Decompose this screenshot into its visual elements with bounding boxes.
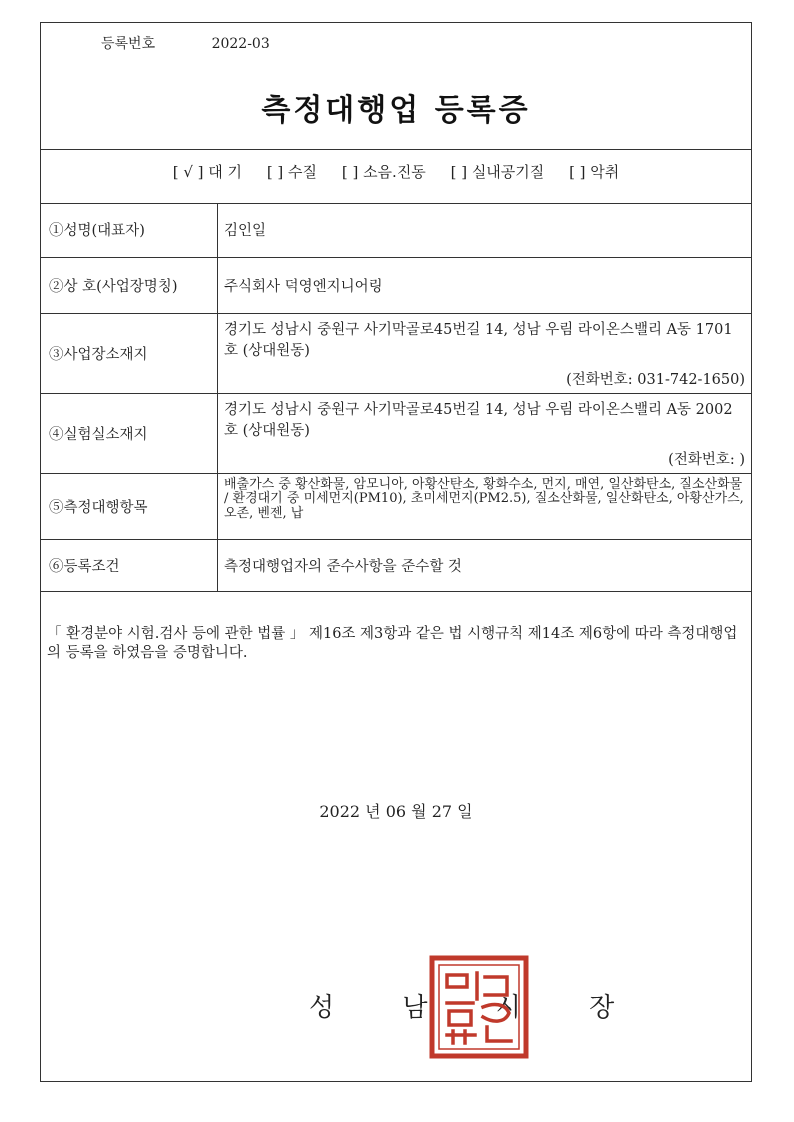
lab-address-key: ④실험실소재지 [41, 393, 218, 473]
business-address-value: 경기도 성남시 중원구 사기막골로45번길 14, 성남 우림 라이온스밸리 A동 1701호 (상대원동) [224, 321, 733, 359]
items-key: ⑤측정대행항목 [41, 473, 218, 539]
divider [41, 591, 751, 592]
company-value: 주식회사 덕영엔지니어링 [218, 257, 752, 313]
registration-label: 등록번호 [101, 36, 156, 52]
type-air: [ √ ] 대 기 [172, 163, 243, 181]
name-value: 김인일 [224, 223, 267, 240]
certification-statement: 「 환경분야 시험.검사 등에 관한 법률 」 제16조 제3항과 같은 법 시행규칙 제14조 제6항에 따라 측정대행업의 등록을 하였음을 증명합니다. [47, 626, 738, 661]
issue-date: 2022 년 06 월 27 일 [319, 802, 473, 821]
items-value: 배출가스 중 황산화물, 암모니아, 아황산탄소, 황화수소, 먼지, 매연, 일산화탄소, 질소산화물 / 환경대기 중 미세먼지(PM10), 초미세먼지(PM2.5), 질소산화물, 일산화탄소, 아황산가스, 오존, 벤젠, 납 [218, 473, 752, 539]
business-address-cell [218, 313, 752, 393]
type-indoor-air: [ ] 실내공기질 [450, 163, 545, 181]
table-row [41, 257, 751, 313]
certificate-frame [40, 22, 752, 1082]
type-noise: [ ] 소음.진동 [341, 163, 426, 181]
table-row [41, 473, 751, 539]
registration-info-table [41, 203, 751, 591]
company-key: ②상 호(사업장명칭) [41, 257, 218, 313]
registration-number [101, 33, 270, 53]
table-row [41, 539, 751, 591]
business-address-key: ③사업장소재지 [41, 313, 218, 393]
conditions-value: 측정대행업자의 준수사항을 준수할 것 [218, 539, 752, 591]
lab-address-cell [218, 393, 752, 473]
table-row [41, 203, 751, 257]
table-row [41, 393, 751, 473]
type-water: [ ] 수질 [266, 163, 318, 181]
registration-value: 2022-03 [211, 36, 270, 52]
conditions-key: ⑥등록조건 [41, 539, 218, 591]
official-seal-icon [429, 955, 529, 1059]
name-key: ①성명(대표자) [41, 203, 218, 257]
divider [41, 149, 751, 150]
issuer-name: 성 남 시 장 [309, 993, 645, 1023]
table-row [41, 313, 751, 393]
type-odor: [ ] 악취 [569, 163, 620, 181]
document-title: 측정대행업 등록증 [261, 93, 531, 128]
lab-phone: (전화번호: ) [668, 451, 745, 468]
measurement-type-options [41, 161, 751, 182]
lab-address-value: 경기도 성남시 중원구 사기막골로45번길 14, 성남 우림 라이온스밸리 A동 2002호 (상대원동) [224, 401, 733, 439]
business-phone: (전화번호: 031-742-1650) [566, 371, 745, 388]
